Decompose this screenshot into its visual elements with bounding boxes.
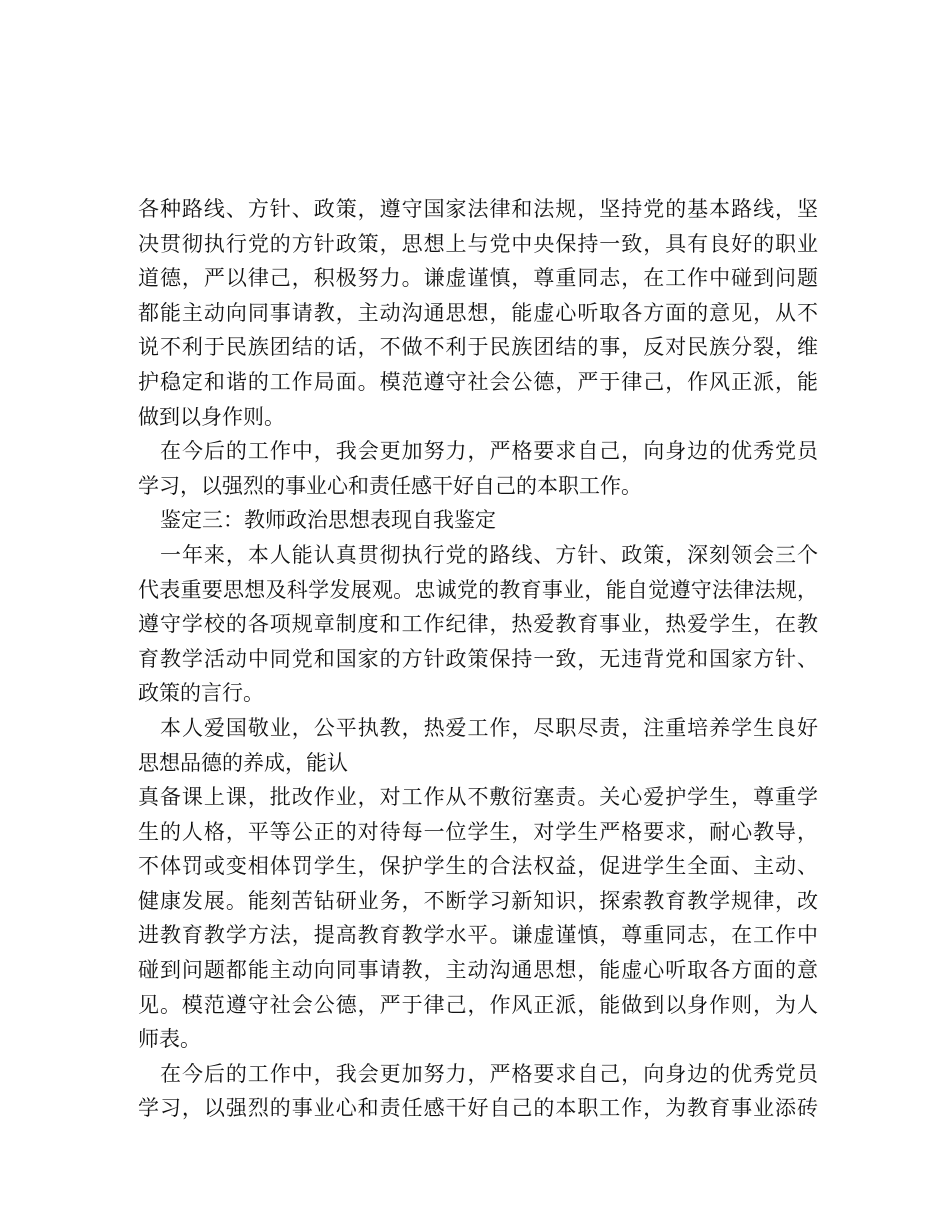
text-line: 学习，以强烈的事业心和责任感干好自己的本职工作，为教育事业添砖 [138,1096,818,1121]
text-line: 做到以身作则。 [138,404,285,429]
text-line: 决贯彻执行党的方针政策，思想上与党中央保持一致，具有良好的职业 [138,231,818,256]
text-line: 说不利于民族团结的话，不做不利于民族团结的事，反对民族分裂，维 [138,335,818,360]
text-line: 政策的言行。 [138,681,264,706]
text-line: 健康发展。能刻苦钻研业务，不断学习新知识，探索教育教学规律，改 [138,888,818,913]
text-line: 各种路线、方针、政策，遵守国家法律和法规，坚持党的基本路线，坚 [138,197,818,221]
text-line: 进教育教学方法，提高教育教学水平。谦虚谨慎，尊重同志，在工作中 [138,923,818,948]
document-body [138,192,818,1126]
text-line: 见。模范遵守社会公德，严于律己，作风正派，能做到以身作则，为人 [138,992,818,1017]
text-line: 鉴定三：教师政治思想表现自我鉴定 [160,508,496,533]
text-line: 都能主动向同事请教，主动沟通思想，能虚心听取各方面的意见，从不 [138,300,818,325]
text-line: 碰到问题都能主动向同事请教，主动沟通思想，能虚心听取各方面的意 [138,958,818,983]
text-line: 在今后的工作中，我会更加努力，严格要求自己，向身边的优秀党员 [160,1061,818,1086]
text-line: 护稳定和谐的工作局面。模范遵守社会公德，严于律己，作风正派，能 [138,369,818,394]
text-line: 生的人格，平等公正的对待每一位学生，对学生严格要求，耐心教导， [138,819,818,844]
text-line: 本人爱国敬业，公平执教，热爱工作，尽职尽责，注重培养学生良好 [160,715,818,740]
text-line: 思想品德的养成，能认 [138,750,348,775]
text-line: 学习，以强烈的事业心和责任感干好自己的本职工作。 [138,473,642,498]
text-line: 师表。 [138,1027,201,1052]
text-line: 一年来，本人能认真贯彻执行党的路线、方针、政策，深刻领会三个 [160,542,818,567]
text-line: 代表重要思想及科学发展观。忠诚党的教育事业，能自觉遵守法律法规， [138,577,818,602]
text-line: 在今后的工作中，我会更加努力，严格要求自己，向身边的优秀党员 [160,439,818,464]
text-line: 道德，严以律己，积极努力。谦虚谨慎，尊重同志，在工作中碰到问题 [138,266,818,291]
text-line: 不体罚或变相体罚学生，保护学生的合法权益，促进学生全面、主动、 [138,854,818,879]
text-line: 育教学活动中同党和国家的方针政策保持一致，无违背党和国家方针、 [138,646,818,671]
text-line: 遵守学校的各项规章制度和工作纪律，热爱教育事业，热爱学生，在教 [138,612,818,637]
text-line: 真备课上课，批改作业，对工作从不敷衍塞责。关心爱护学生，尊重学 [138,785,818,810]
